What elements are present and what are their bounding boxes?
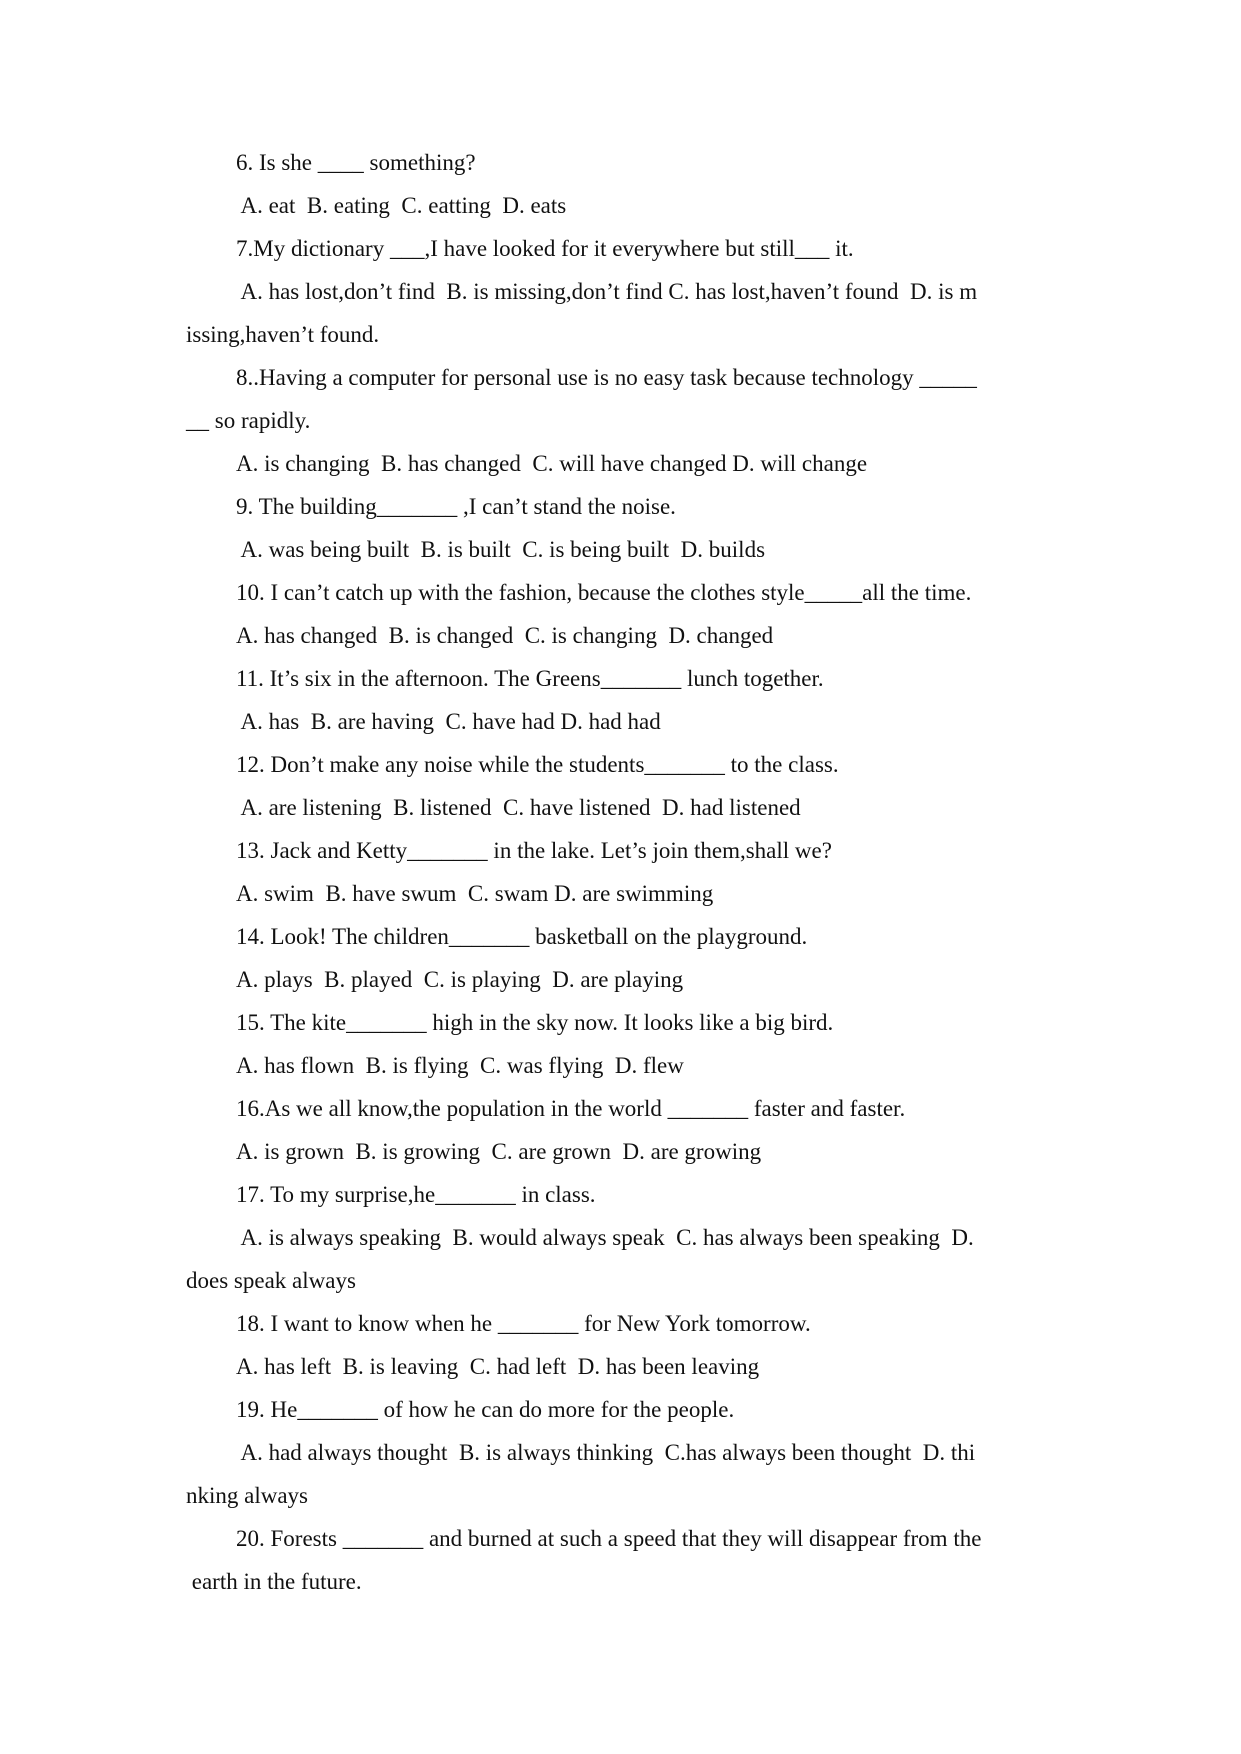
question-14-options: A. plays B. played C. is playing D. are playing xyxy=(236,967,684,992)
question-8: 8..Having a computer for personal use is no easy task because technology _____ xyxy=(236,365,977,390)
question-14: 14. Look! The children_______ basketball on the playground. xyxy=(236,924,808,949)
question-8-continued: __ so rapidly. xyxy=(186,408,311,433)
question-11-options: A. has B. are having C. have had D. had had xyxy=(236,709,661,734)
question-15-options: A. has flown B. is flying C. was flying D. flew xyxy=(236,1053,684,1078)
question-18-options: A. has left B. is leaving C. had left D. has been leaving xyxy=(236,1354,760,1379)
question-19-options: A. had always thought B. is always thinking C.has always been thought D. thi xyxy=(236,1440,976,1465)
question-17: 17. To my surprise,he_______ in class. xyxy=(236,1182,596,1207)
question-20: 20. Forests _______ and burned at such a speed that they will disappear from the xyxy=(236,1526,982,1551)
question-20-continued: earth in the future. xyxy=(186,1569,362,1594)
question-10: 10. I can’t catch up with the fashion, because the clothes style_____all the time. xyxy=(236,580,972,605)
question-16-options: A. is grown B. is growing C. are grown D. are growing xyxy=(236,1139,762,1164)
question-12: 12. Don’t make any noise while the students_______ to the class. xyxy=(236,752,839,777)
question-11: 11. It’s six in the afternoon. The Greens_______ lunch together. xyxy=(236,666,824,691)
question-7-options-continued: issing,haven’t found. xyxy=(186,322,380,347)
question-7-options: A. has lost,don’t find B. is missing,don’t find C. has lost,haven’t found D. is m xyxy=(236,279,978,304)
question-12-options: A. are listening B. listened C. have listened D. had listened xyxy=(236,795,801,820)
question-9: 9. The building_______ ,I can’t stand the noise. xyxy=(236,494,676,519)
question-10-options: A. has changed B. is changed C. is changing D. changed xyxy=(236,623,774,648)
question-13: 13. Jack and Ketty_______ in the lake. Let’s join them,shall we? xyxy=(236,838,832,863)
question-8-options: A. is changing B. has changed C. will have changed D. will change xyxy=(236,451,868,476)
question-18: 18. I want to know when he _______ for New York tomorrow. xyxy=(236,1311,811,1336)
question-19: 19. He_______ of how he can do more for the people. xyxy=(236,1397,735,1422)
question-17-options-continued: does speak always xyxy=(186,1268,356,1293)
question-13-options: A. swim B. have swum C. swam D. are swimming xyxy=(236,881,714,906)
question-6: 6. Is she ____ something? xyxy=(236,150,476,175)
question-16: 16.As we all know,the population in the world _______ faster and faster. xyxy=(236,1096,906,1121)
question-19-options-continued: nking always xyxy=(186,1483,309,1508)
question-6-options: A. eat B. eating C. eatting D. eats xyxy=(236,193,567,218)
question-7: 7.My dictionary ___,I have looked for it everywhere but still___ it. xyxy=(236,236,854,261)
question-9-options: A. was being built B. is built C. is being built D. builds xyxy=(236,537,766,562)
question-17-options: A. is always speaking B. would always speak C. has always been speaking D. xyxy=(236,1225,974,1250)
question-15: 15. The kite_______ high in the sky now. It looks like a big bird. xyxy=(236,1010,834,1035)
